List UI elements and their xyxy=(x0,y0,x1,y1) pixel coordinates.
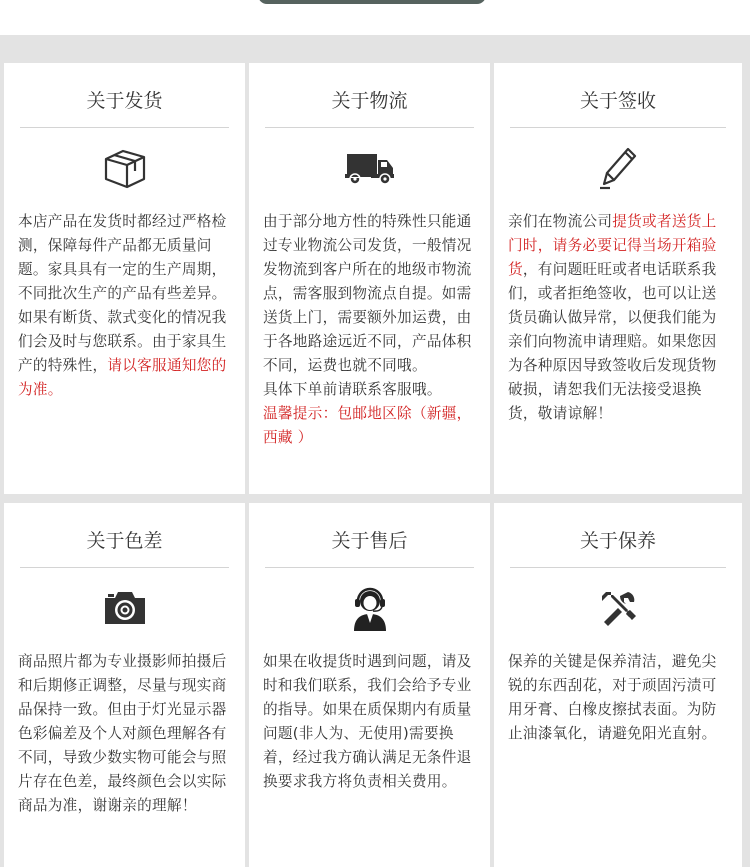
card-title: 关于签收 xyxy=(579,90,656,112)
card-text: 商品照片都为专业摄影师拍摄后和后期修正调整，尽量与现实商品保持一致。但由于灯光显示器色彩偏差及个人对颜色理解各有不同，导致少数实物可能会与照片存在色差，最终颜色会以实际商品为准，谢谢亲的理解！ xyxy=(18,653,227,814)
card-title: 关于物流 xyxy=(331,90,408,112)
pen-icon xyxy=(494,144,742,192)
card-maintenance xyxy=(494,503,742,867)
receipt-highlight: 提货或者送货上门时，请务必要记得当场开箱验货 xyxy=(508,213,717,278)
receipt-text-intro: 亲们在物流公司 xyxy=(508,213,613,230)
card-logistics xyxy=(249,63,490,494)
top-decoration-bar xyxy=(258,0,486,4)
divider xyxy=(510,567,726,568)
card-text xyxy=(508,210,728,426)
customer-service-icon xyxy=(249,584,490,632)
logistics-contact: 具体下单前请联系客服哦。 xyxy=(263,381,442,398)
card-title: 关于色差 xyxy=(86,530,163,552)
card-receipt xyxy=(494,63,742,494)
tools-icon xyxy=(494,584,742,632)
card-text: 保养的关键是保养清洁，避免尖锐的东西刮花，对于顽固污渍可用牙膏、白橡皮擦拭表面。为防止油漆氧化，请避免阳光直射。 xyxy=(508,653,717,742)
divider xyxy=(20,127,229,128)
card-text xyxy=(18,210,231,402)
card-title: 关于售后 xyxy=(331,530,408,552)
logistics-highlight: 温馨提示：包邮地区除（新疆，西藏 ） xyxy=(263,405,472,446)
box-icon xyxy=(4,144,245,192)
logistics-text: 由于部分地方性的特殊性只能通过专业物流公司发货，一般情况发物流到客户所在的地级市物流点，需客服到物流点自提。如需送货上门，需要额外加运费，由于各地路途远近不同，产品体积不同，运费也就不同哦。 xyxy=(263,213,472,374)
shipping-highlight: 请以客服通知您的为准。 xyxy=(18,357,227,398)
card-color-difference xyxy=(4,503,245,867)
card-title: 关于保养 xyxy=(579,530,656,552)
card-shipping xyxy=(4,63,245,494)
camera-icon xyxy=(4,584,245,632)
divider xyxy=(265,127,474,128)
shipping-text: 本店产品在发货时都经过严格检测，保障每件产品都无质量问题。家具具有一定的生产周期，不同批次生产的产品有些差异。如果有断货、款式变化的情况我们会及时与您联系。由于家具生产的特殊性， xyxy=(18,213,227,374)
card-title: 关于发货 xyxy=(86,90,163,112)
card-text: 如果在收提货时遇到问题，请及时和我们联系，我们会给予专业的指导。如果在质保期内有质量问题(非人为、无使用)需要换着，经过我方确认满足无条件退换要求我方将负责相关费用。 xyxy=(263,653,472,790)
card-after-sales xyxy=(249,503,490,867)
card-text xyxy=(263,210,476,450)
divider xyxy=(510,127,726,128)
truck-icon xyxy=(249,144,490,192)
divider xyxy=(265,567,474,568)
divider xyxy=(20,567,229,568)
receipt-text: ，有问题旺旺或者电话联系我们，或者拒绝签收，也可以让送货员确认做异常，以便我们能为亲们向物流申请理赔。如果您因为各种原因导致签收后发现货物破损，请恕我们无法接受退换货，敬请谅解！ xyxy=(508,261,717,422)
